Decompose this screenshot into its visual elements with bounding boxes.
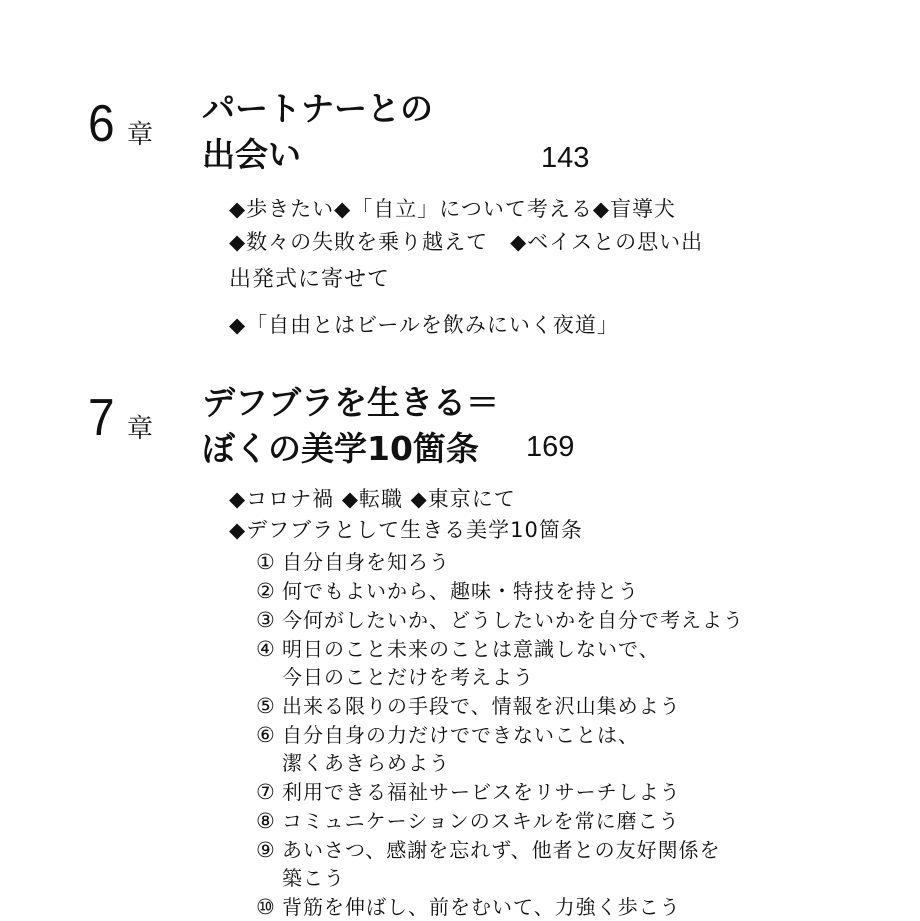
item-text-continued: 築こう <box>282 866 345 890</box>
chapter-suffix: 章 <box>127 120 154 150</box>
item-text: 利用できる福祉サービスをリサーチしよう <box>282 780 681 804</box>
topic-line: ◆デフブラとして生きる美学10箇条 <box>229 518 583 542</box>
list-item <box>256 577 278 605</box>
item-marker: ⑧ <box>256 809 275 833</box>
page-number: 169 <box>526 431 575 463</box>
list-item <box>256 807 278 835</box>
topic-line: ◆コロナ禍 ◆転職 ◆東京にて <box>229 487 516 511</box>
list-item <box>256 635 278 663</box>
topic-line: ◆数々の失敗を乗り越えて ◆ベイスとの思い出 <box>229 230 704 254</box>
chapter-title-line-1: パートナーとの <box>202 89 433 128</box>
chapter-number: 6 <box>88 95 115 153</box>
item-text: あいさつ、感謝を忘れず、他者との友好関係を <box>282 838 721 862</box>
item-text: 出来る限りの手段で、情報を沢山集めよう <box>282 694 681 718</box>
topic-line: ◆「自由とはビールを飲みにいく夜道」 <box>229 313 619 337</box>
item-marker: ⑦ <box>256 780 275 804</box>
item-marker: ⑩ <box>256 895 275 919</box>
item-marker: ⑥ <box>256 723 275 747</box>
chapter-suffix: 章 <box>127 414 154 444</box>
list-item <box>256 692 278 720</box>
list-item <box>256 548 278 576</box>
chapter-title-line-2: 出会い <box>202 135 301 174</box>
item-text: コミュニケーションのスキルを常に磨こう <box>282 809 680 833</box>
item-text: 自分自身を知ろう <box>282 550 450 574</box>
item-marker: ⑨ <box>256 838 275 862</box>
item-marker: ③ <box>256 608 275 632</box>
item-marker: ① <box>256 550 275 574</box>
chapter-title-line-1: デフブラを生きる＝ <box>202 383 499 422</box>
chapter-title-line-2: ぼくの美学10箇条 <box>202 429 479 468</box>
list-item <box>256 721 278 749</box>
item-text: 背筋を伸ばし、前をむいて、力強く歩こう <box>282 895 681 919</box>
list-item <box>256 893 278 921</box>
list-item <box>256 836 278 864</box>
chapter-number: 7 <box>88 389 115 447</box>
item-text: 自分自身の力だけでできないことは、 <box>282 723 639 747</box>
item-text: 明日のこと未来のことは意識しないで、 <box>282 637 660 661</box>
topic-line: ◆歩きたい◆「自立」について考える◆盲導犬 <box>229 197 677 221</box>
item-marker: ② <box>256 579 275 603</box>
item-marker: ⑤ <box>256 694 275 718</box>
list-item <box>256 606 278 634</box>
item-text-continued: 今日のことだけを考えよう <box>282 665 534 689</box>
item-text: 今何がしたいか、どうしたいかを自分で考えよう <box>282 608 744 632</box>
item-text: 何でもよいから、趣味・特技を持とう <box>282 579 639 603</box>
topic-line: 出発式に寄せて <box>229 267 391 292</box>
item-marker: ④ <box>256 637 275 661</box>
page-number: 143 <box>541 142 590 174</box>
item-text-continued: 潔くあきらめよう <box>282 751 450 775</box>
list-item <box>256 778 278 806</box>
